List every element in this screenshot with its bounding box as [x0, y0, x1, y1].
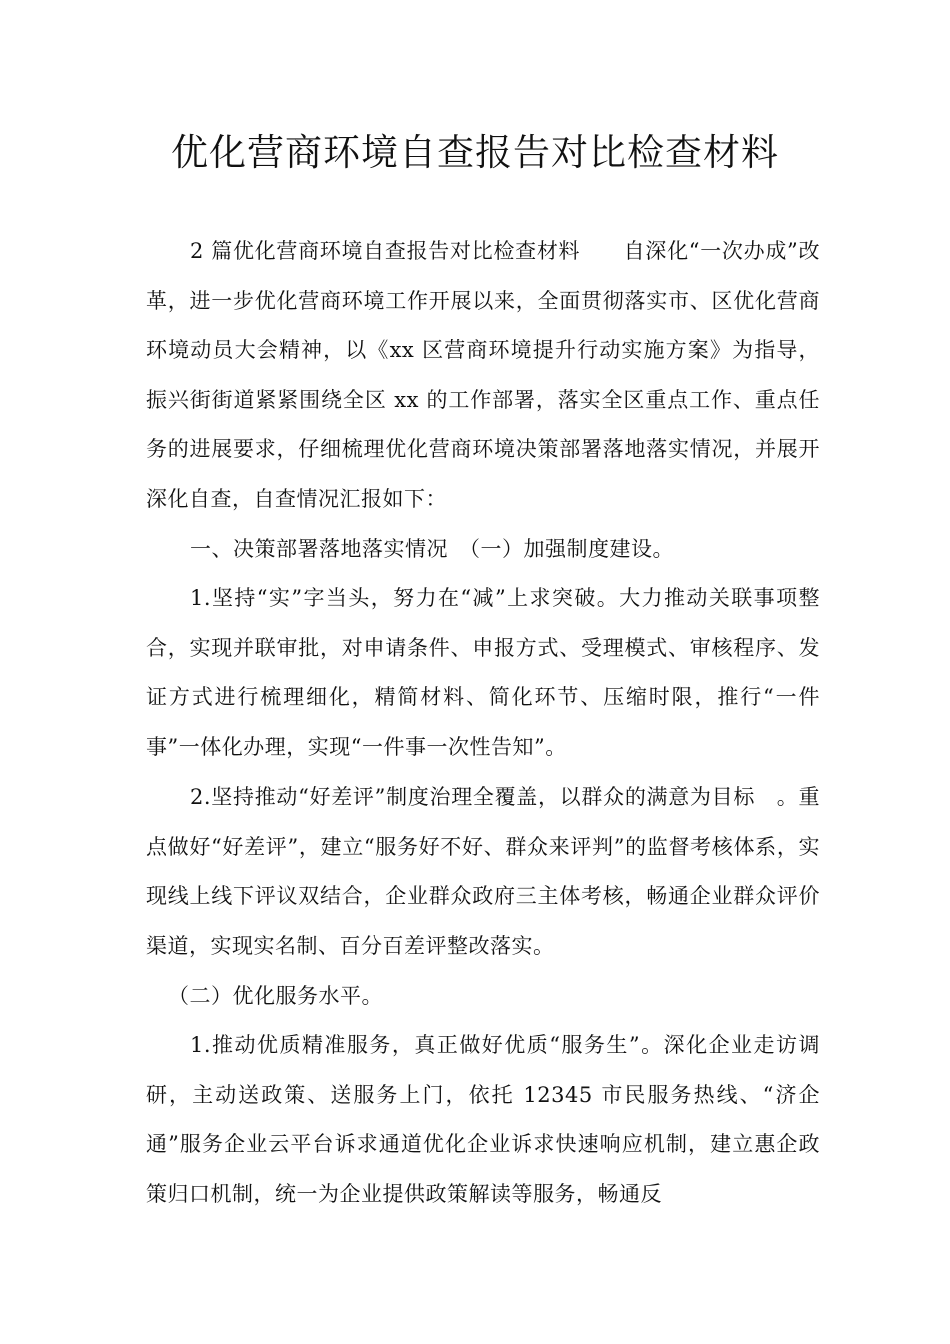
paragraph-item-2-1: 1.推动优质精准服务，真正做好优质“服务生”。深化企业走访调研，主动送政策、送服务上门，依托 12345 市民服务热线、“济企通”服务企业云平台诉求通道优化企业诉求快速响应机制，建立惠企政策归口机制，统一为企业提供政策解读等服务，畅通反 — [146, 1033, 820, 1206]
section-heading-1: 一、决策部署落地落实情况 （一）加强制度建设。 — [190, 537, 674, 561]
paragraph-intro: 2 篇优化营商环境自查报告对比检查材料 自深化“一次办成”改革，进一步优化营商环境工作开展以来，全面贯彻落实市、区优化营商环境动员大会精神，以《xx 区营商环境提升行动实施方案》为指导，振兴街街道紧紧围绕全区 xx 的工作部署，落实全区重点工作、重点任务的进展要求，仔细梳理优化营商环境决策部署落地落实情况，并展开深化自查，自查情况汇报如下： — [146, 239, 820, 511]
subsection-heading-2: （二）优化服务水平。 — [168, 984, 383, 1008]
document-title: 优化营商环境自查报告对比检查材料 — [171, 131, 779, 174]
paragraph-item-1-2: 2.坚持推动“好差评”制度治理全覆盖，以群众的满意为目标 。重点做好“好差评”，建立“服务好不好、群众来评判”的监督考核体系，实现线上线下评议双结合，企业群众政府三主体考核，畅通企业群众评价渠道，实现实名制、百分百差评整改落实。 — [146, 785, 820, 958]
paragraph-item-1-1: 1.坚持“实”字当头，努力在“减”上求突破。大力推动关联事项整合，实现并联审批，对申请条件、申报方式、受理模式、审核程序、发证方式进行梳理细化，精简材料、简化环节、压缩时限，推行“一件事”一体化办理，实现“一件事一次性告知”。 — [146, 586, 820, 759]
